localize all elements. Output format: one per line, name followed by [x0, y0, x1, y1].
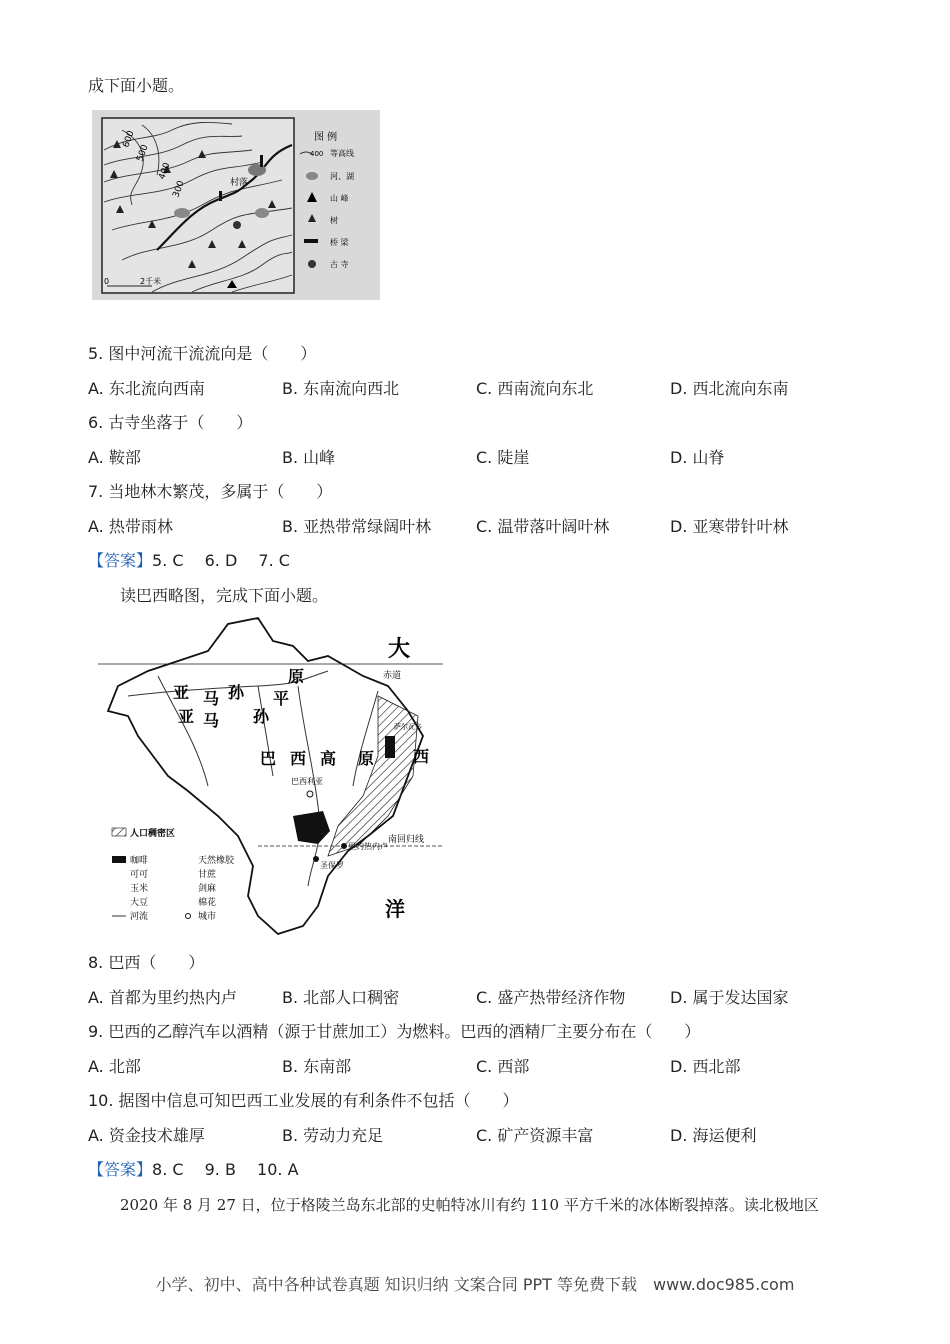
amazon-char-1: 亚 — [173, 683, 190, 702]
q10-option-a[interactable]: A. 资金技术雄厚 — [88, 1126, 205, 1145]
legend-temple: 古 寺 — [330, 260, 349, 269]
intro-b: 读巴西略图，完成下面小题。 — [120, 586, 329, 605]
intro-c: 2020 年 8 月 27 日，位于格陵兰岛东北部的史帕特冰川有约 110 平方千米的冰体断裂掉落。读北极地区 — [120, 1196, 819, 1214]
q5-option-a[interactable]: A. 东北流向西南 — [88, 379, 205, 398]
legend-bridge: 桥 梁 — [330, 238, 349, 247]
legend-sugarcane: 甘蔗 — [198, 870, 217, 880]
q8-option-c[interactable]: C. 盛产热带经济作物 — [476, 988, 626, 1007]
amazon-char-7: 马 — [203, 711, 220, 730]
answer-tag: 【答案】 — [88, 551, 153, 570]
ocean-label-top: 大 — [388, 637, 411, 662]
scale-length: 2千米 — [140, 277, 162, 286]
contour-300: 300 — [171, 179, 187, 200]
contour-500: 500 — [135, 143, 151, 164]
answer-text: 8. C 9. B 10. A — [152, 1160, 299, 1179]
amazon-char-8: 孙 — [253, 707, 270, 726]
legend-soybean: 大豆 — [130, 898, 149, 908]
question-8-stem: 8. 巴西（ ） — [88, 953, 205, 972]
q8-option-d[interactable]: D. 属于发达国家 — [670, 988, 789, 1007]
legend-contour-value: 400 — [310, 150, 324, 158]
legend-sisal: 剑麻 — [198, 884, 217, 894]
plateau-char-4: 原 — [358, 749, 375, 768]
scale-zero: 0 — [104, 277, 110, 286]
legend-rubber: 天然橡胶 — [198, 856, 235, 866]
q8-option-b[interactable]: B. 北部人口稠密 — [282, 988, 400, 1007]
question-6-stem: 6. 古寺坐落于（ ） — [88, 413, 253, 432]
amazon-char-6: 亚 — [178, 707, 195, 726]
legend-title: 图 例 — [314, 132, 338, 143]
tropic-label: 南回归线 — [388, 835, 425, 845]
city-saopaulo: 圣保罗 — [320, 861, 344, 870]
answer-tag: 【答案】 — [88, 1160, 153, 1179]
amazon-char-3: 孙 — [228, 683, 245, 702]
q10-option-b[interactable]: B. 劳动力充足 — [282, 1126, 384, 1145]
legend-river: 河、湖 — [330, 172, 354, 181]
brazil-map — [98, 616, 443, 936]
answer-text: 5. C 6. D 7. C — [152, 551, 290, 570]
amazon-char-5: 原 — [288, 667, 305, 686]
contour-600: 600 — [121, 129, 137, 150]
ocean-label-bottom: 洋 — [385, 897, 405, 921]
legend-dense: 人口稠密区 — [130, 829, 176, 839]
village-label: 村落 — [230, 178, 249, 188]
legend-city: 城市 — [198, 912, 217, 922]
q8-option-a[interactable]: A. 首都为里约热内卢 — [88, 988, 237, 1007]
answer-b — [88, 1160, 299, 1180]
q5-option-c[interactable]: C. 西南流向东北 — [476, 379, 594, 398]
q5-option-b[interactable]: B. 东南流向西北 — [282, 379, 400, 398]
q10-option-c[interactable]: C. 矿产资源丰富 — [476, 1126, 594, 1145]
plateau-char-3: 高 — [320, 749, 337, 768]
legend-tree: 树 — [330, 216, 338, 225]
q7-option-c[interactable]: C. 温带落叶阔叶林 — [476, 517, 610, 536]
question-5-stem: 5. 图中河流干流流向是（ ） — [88, 344, 317, 363]
q9-option-d[interactable]: D. 西北部 — [670, 1057, 741, 1076]
amazon-char-4: 平 — [273, 689, 290, 708]
brazil-map-figure — [98, 616, 443, 936]
q7-option-a[interactable]: A. 热带雨林 — [88, 517, 173, 536]
plateau-char-2: 西 — [290, 749, 307, 768]
q6-option-c[interactable]: C. 陡崖 — [476, 448, 530, 467]
city-brasilia: 巴西利亚 — [291, 777, 323, 786]
plateau-char-5: 西 — [413, 747, 430, 766]
q10-option-d[interactable]: D. 海运便利 — [670, 1126, 757, 1145]
legend-contour: 等高线 — [330, 149, 354, 158]
legend-corn: 玉米 — [130, 884, 149, 894]
legend-cocoa: 可可 — [130, 870, 149, 880]
answer-a — [88, 551, 290, 571]
q9-option-c[interactable]: C. 西部 — [476, 1057, 530, 1076]
question-10-stem: 10. 据图中信息可知巴西工业发展的有利条件不包括（ ） — [88, 1091, 519, 1110]
plateau-char-1: 巴 — [260, 749, 277, 768]
contour-400: 400 — [157, 161, 173, 182]
legend-cotton: 棉花 — [198, 898, 217, 908]
contour-map-figure — [92, 110, 380, 300]
q9-option-b[interactable]: B. 东南部 — [282, 1057, 352, 1076]
question-9-stem: 9. 巴西的乙醇汽车以酒精（源于甘蔗加工）为燃料。巴西的酒精厂主要分布在（ ） — [88, 1022, 701, 1041]
question-7-stem: 7. 当地林木繁茂，多属于（ ） — [88, 482, 333, 501]
q6-option-b[interactable]: B. 山峰 — [282, 448, 336, 467]
legend-peak: 山 峰 — [330, 194, 349, 203]
q6-option-d[interactable]: D. 山脊 — [670, 448, 725, 467]
q7-option-d[interactable]: D. 亚寒带针叶林 — [670, 517, 789, 536]
city-rio: 里约热内卢 — [348, 842, 388, 851]
page-footer: 小学、初中、高中各种试卷真题 知识归纳 文案合同 PPT 等免费下载 www.doc985.com — [155, 1275, 795, 1294]
q9-option-a[interactable]: A. 北部 — [88, 1057, 141, 1076]
q6-option-a[interactable]: A. 鞍部 — [88, 448, 141, 467]
legend-river: 河流 — [130, 912, 149, 922]
contour-map — [92, 110, 380, 300]
equator-label: 赤道 — [383, 671, 402, 681]
legend-coffee: 咖啡 — [130, 856, 149, 866]
intro-tail: 成下面小题。 — [88, 76, 185, 95]
q5-option-d[interactable]: D. 西北流向东南 — [670, 379, 789, 398]
q7-option-b[interactable]: B. 亚热带常绿阔叶林 — [282, 517, 432, 536]
city-salvador: 萨尔瓦多 — [394, 723, 422, 731]
amazon-char-2: 马 — [203, 689, 220, 708]
